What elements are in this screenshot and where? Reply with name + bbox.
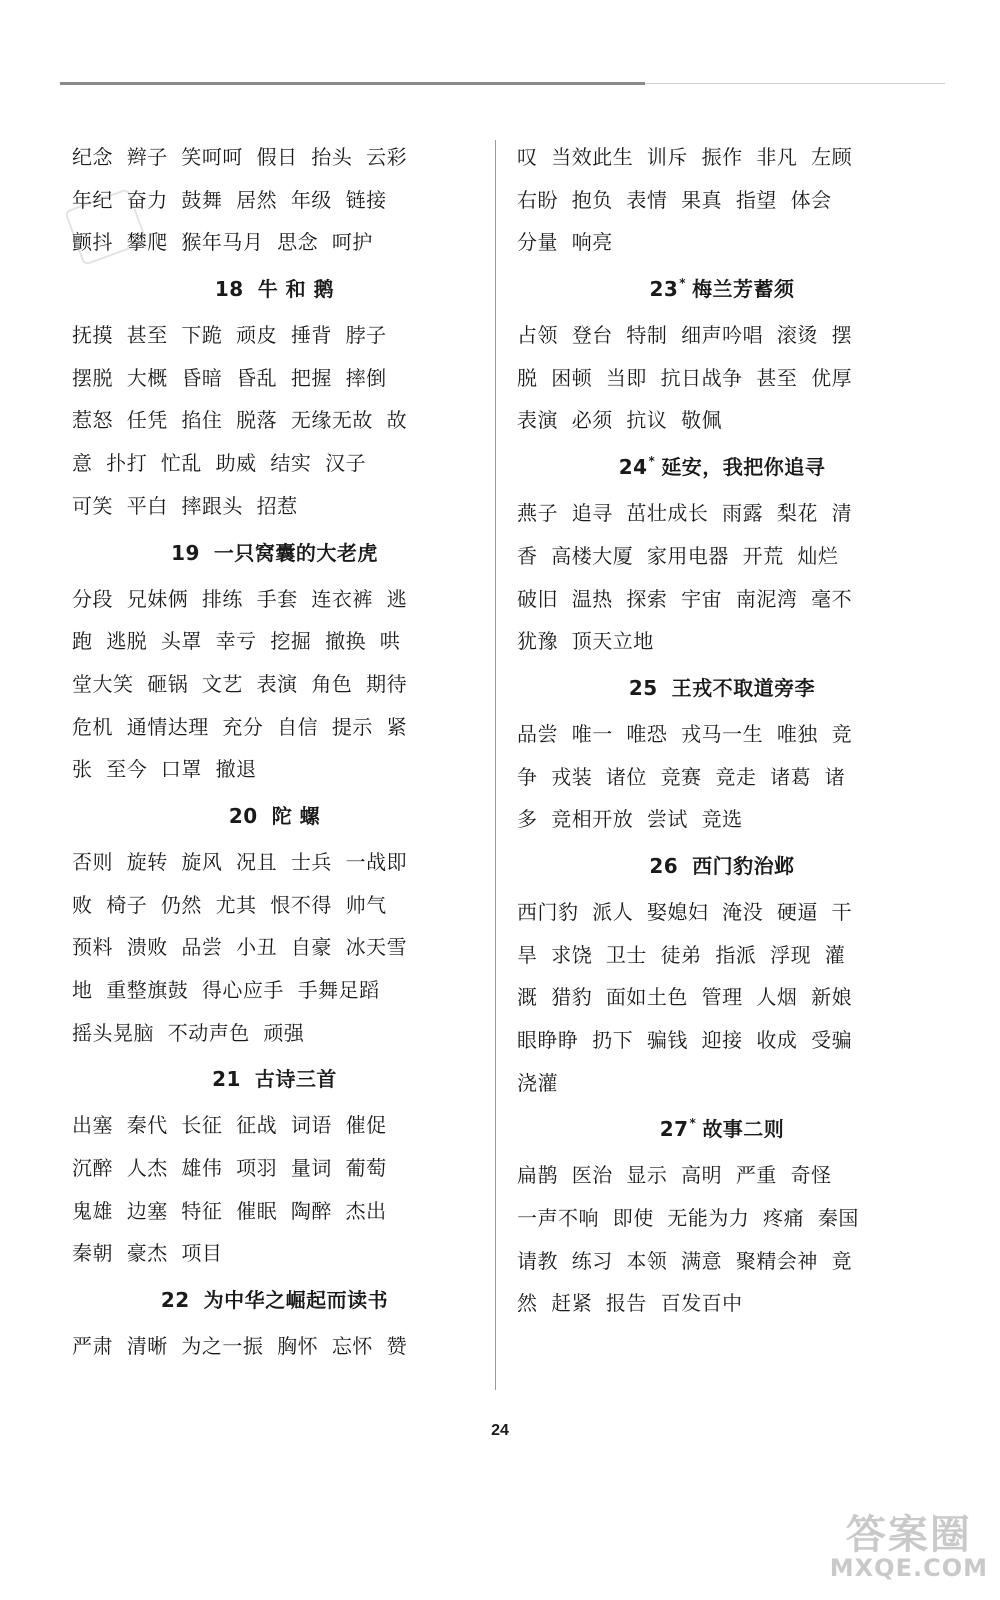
word-line: 破旧 温热 探索 宇宙 南泥湾 毫不 xyxy=(517,586,853,611)
word-line: 分段 兄妹俩 排练 手套 连衣裤 逃 xyxy=(72,586,408,611)
word-line: 意 扑打 忙乱 助威 结实 汉子 xyxy=(72,451,367,476)
lesson-number: 24 xyxy=(618,455,648,480)
word-line: 惹怒 任凭 掐住 脱落 无缘无故 故 xyxy=(72,408,408,433)
word-line: 溉 猎豹 面如土色 管理 人烟 新娘 xyxy=(517,985,853,1010)
optional-lesson-mark: * xyxy=(648,454,656,469)
watermark-logo-text: 答案圈 xyxy=(845,1512,972,1558)
lesson-title xyxy=(517,264,927,314)
word-line: 地 重整旗鼓 得心应手 手舞足蹈 xyxy=(72,978,380,1002)
word-line: 否则 旋转 旋风 况且 士兵 一战即 xyxy=(72,849,408,874)
lesson-number: 25 xyxy=(628,675,658,700)
word-line: 败 椅子 仍然 尤其 恨不得 帅气 xyxy=(72,892,387,917)
word-line: 请教 练习 本领 满意 聚精会神 竟 xyxy=(517,1248,853,1273)
lesson-title xyxy=(72,528,477,578)
right-intro-lines xyxy=(517,136,927,264)
word-line: 浇灌 xyxy=(517,1070,558,1095)
lesson-words xyxy=(72,578,477,791)
lesson-name: 故事二则 xyxy=(702,1117,785,1142)
word-line: 燕子 追寻 茁壮成长 雨露 梨花 清 xyxy=(517,501,853,526)
lesson-title xyxy=(72,264,477,314)
word-line: 一声不响 即使 无能为力 疼痛 秦国 xyxy=(517,1206,859,1231)
lesson-words xyxy=(72,1104,477,1275)
lesson-number: 23 xyxy=(649,277,679,302)
lesson-name: 延安，我把你追寻 xyxy=(661,455,826,480)
left-column xyxy=(72,136,477,1368)
word-line: 出塞 秦代 长征 征战 词语 催促 xyxy=(72,1113,387,1138)
word-line: 纪念 辫子 笑呵呵 假日 抬头 云彩 xyxy=(72,145,408,169)
lesson-number: 22 xyxy=(160,1288,190,1313)
lesson-name: 陀 螺 xyxy=(271,803,321,828)
left-intro-lines xyxy=(72,136,477,264)
word-line: 多 竞相开放 尝试 竞选 xyxy=(517,807,743,832)
lesson-words xyxy=(517,492,927,663)
word-line: 争 戎装 诸位 竞赛 竞走 诸葛 诸 xyxy=(517,764,846,789)
lesson-words xyxy=(517,1154,927,1325)
page-number: 24 xyxy=(491,1422,509,1439)
optional-lesson-mark: * xyxy=(689,1116,697,1131)
word-line: 犹豫 顶天立地 xyxy=(517,629,654,654)
lesson-words xyxy=(517,713,927,841)
word-line: 眼睁睁 扔下 骗钱 迎接 收成 受骗 xyxy=(517,1028,853,1052)
word-line: 占领 登台 特制 细声吟唱 滚烫 摆 xyxy=(517,323,853,348)
lesson-title xyxy=(72,1054,477,1104)
right-column xyxy=(517,136,927,1325)
word-line: 跑 逃脱 头罩 幸亏 挖掘 撤换 哄 xyxy=(72,629,401,654)
lesson-name: 西门豹治邺 xyxy=(692,853,795,878)
lesson-number: 26 xyxy=(649,853,679,878)
lesson-name: 一只窝囊的大老虎 xyxy=(213,540,378,565)
lesson-title xyxy=(517,442,927,492)
lesson-title xyxy=(517,663,927,713)
lesson-name: 为中华之崛起而读书 xyxy=(203,1288,389,1313)
word-line: 堂大笑 砸锅 文艺 表演 角色 期待 xyxy=(72,671,408,696)
lesson-title xyxy=(72,791,477,841)
word-line: 香 高楼大厦 家用电器 开荒 灿烂 xyxy=(517,543,839,568)
lesson-number: 27 xyxy=(659,1117,689,1142)
word-line: 张 至今 口罩 撤退 xyxy=(72,757,257,782)
word-line: 年纪 奋力 鼓舞 居然 年级 链接 xyxy=(72,187,387,212)
word-line: 沉醉 人杰 雄伟 项羽 量词 葡萄 xyxy=(72,1156,387,1181)
word-line: 严肃 清晰 为之一振 胸怀 忘怀 赞 xyxy=(72,1334,408,1359)
word-line: 预料 溃败 品尝 小丑 自豪 冰天雪 xyxy=(72,935,408,960)
word-line: 叹 当效此生 训斥 振作 非凡 左顾 xyxy=(517,145,853,169)
lesson-name: 古诗三首 xyxy=(254,1067,337,1092)
word-line: 分量 响亮 xyxy=(517,230,613,255)
lesson-title xyxy=(517,1104,927,1154)
lesson-name: 王戎不取道旁李 xyxy=(671,675,816,700)
word-line: 秦朝 豪杰 项目 xyxy=(72,1241,223,1266)
lesson-number: 18 xyxy=(214,277,244,302)
word-line: 摇头晃脑 不动声色 顽强 xyxy=(72,1020,305,1045)
lesson-name: 牛 和 鹅 xyxy=(257,277,335,302)
word-line: 抚摸 甚至 下跪 顽皮 捶背 脖子 xyxy=(72,323,387,348)
word-line: 表演 必须 抗议 敬佩 xyxy=(517,408,723,433)
top-rule xyxy=(60,82,645,85)
lesson-words xyxy=(72,841,477,1054)
watermark-url: MXQE.COM xyxy=(829,1554,988,1582)
word-line: 脱 困顿 当即 抗日战争 甚至 优厚 xyxy=(517,365,853,390)
word-line: 品尝 唯一 唯恐 戎马一生 唯独 竞 xyxy=(517,721,853,746)
word-line: 旱 求饶 卫士 徒弟 指派 浮现 灌 xyxy=(517,942,846,967)
lesson-number: 21 xyxy=(212,1067,241,1092)
column-divider xyxy=(495,140,496,1390)
word-line: 危机 通情达理 充分 自信 提示 紧 xyxy=(72,714,408,739)
word-line: 西门豹 派人 娶媳妇 淹没 硬逼 干 xyxy=(517,899,853,924)
lesson-title xyxy=(72,1275,477,1325)
lesson-words xyxy=(517,314,927,442)
word-line: 扁鹊 医治 显示 高明 严重 奇怪 xyxy=(517,1163,832,1188)
word-line: 然 赶紧 报告 百发百中 xyxy=(517,1291,743,1316)
lesson-name: 梅兰芳蓄须 xyxy=(692,277,795,302)
site-watermark xyxy=(830,1503,988,1582)
lesson-words xyxy=(517,891,927,1104)
word-line: 可笑 平白 摔跟头 招惹 xyxy=(72,493,298,518)
optional-lesson-mark: * xyxy=(679,276,687,291)
lesson-words xyxy=(72,1325,477,1368)
word-line: 颤抖 攀爬 猴年马月 思念 呵护 xyxy=(72,230,373,255)
top-rule-light xyxy=(645,83,945,84)
word-line: 鬼雄 边塞 特征 催眠 陶醉 杰出 xyxy=(72,1198,387,1223)
lesson-words xyxy=(72,314,477,527)
lesson-number: 19 xyxy=(171,540,200,565)
word-line: 摆脱 大概 昏暗 昏乱 把握 摔倒 xyxy=(72,365,387,390)
lesson-title xyxy=(517,841,927,891)
lesson-number: 20 xyxy=(228,803,258,828)
word-line: 右盼 抱负 表情 果真 指望 体会 xyxy=(517,187,832,212)
